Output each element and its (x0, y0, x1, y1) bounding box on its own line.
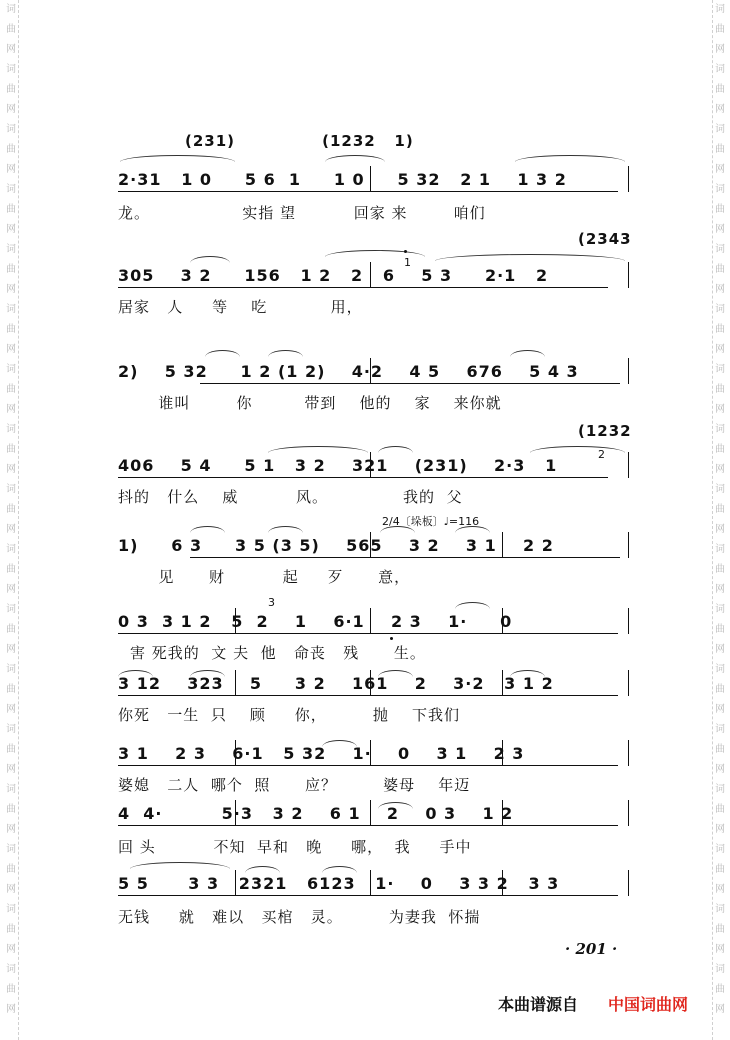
row-4-slur-c (530, 446, 625, 453)
row-4-barline (370, 452, 371, 478)
row-9-lyrics: 回 头 不知 早和 晚 哪， 我 手中 (118, 838, 472, 856)
row-1-barline (370, 166, 371, 192)
row-6-slur (455, 602, 490, 609)
source-label: 本曲谱源自 (498, 995, 579, 1014)
row-6-end-barline (628, 608, 629, 634)
row-5-slur-c (380, 526, 415, 533)
row-1-slur-c (515, 155, 625, 162)
row-10-barline-b (370, 870, 371, 896)
row-5-notes: 1) 6 3 3 5 (3 5) 565 3 2 3 1 2 2 (118, 536, 554, 555)
row-1-beam (118, 191, 618, 192)
row-2-high-dot (404, 250, 407, 253)
row-8-beam (118, 765, 618, 766)
row-2-lyrics: 居家 人 等 吃 用， (118, 298, 363, 316)
tempo-marking: 2/4〔垛板〕♩=116 (382, 515, 480, 528)
row-10-slur-c (322, 866, 357, 873)
row-5-slur (190, 526, 225, 533)
row-8-end-barline (628, 740, 629, 766)
row-8-lyrics: 婆媳 二人 哪个 照 应？ 婆母 年迈 (118, 776, 471, 794)
row-9-barline-c (502, 800, 503, 826)
row-3-slur (205, 350, 240, 357)
row-4-slur-b (378, 446, 413, 453)
row-5-barline-b (502, 532, 503, 558)
row-3-slur-b (268, 350, 303, 357)
row-2-grace: 1 (404, 256, 411, 269)
row-1-lyrics: 龙。 实指 望 回家 来 咱们 (118, 204, 486, 222)
row-4-lyrics: 抖的 什么 威 风。 我的 父 (118, 488, 463, 506)
row-9-beam (118, 825, 618, 826)
row-2-notes: 305 3 2 156 1 2 2 6 5 3 2·1 2 (118, 266, 549, 285)
row-4-beam (118, 477, 608, 478)
row-5-slur-b (268, 526, 303, 533)
row-6-barline-c (502, 608, 503, 634)
row-3-barline (370, 358, 371, 384)
row-1-notes: 2·31 1 0 5 6 1 1 0 5 32 2 1 1 3 2 (118, 170, 567, 189)
row-7-lyrics: 你死 一生 只 顾 你， 抛 下我们 (118, 706, 460, 724)
page-number: · 201 · (565, 940, 618, 958)
row-9-notes: 4 4· 5·3 3 2 6 1 2 0 3 1 2 (118, 804, 514, 823)
row-7-barline (235, 670, 236, 696)
row-10-slur-b (245, 866, 280, 873)
row-9-barline (235, 800, 236, 826)
row-2-barline (370, 262, 371, 288)
row-4-slur (268, 446, 368, 453)
row-10-barline-c (502, 870, 503, 896)
row-7-barline-b (370, 670, 371, 696)
row-2-parenthetical: (2343 (578, 230, 632, 248)
row-6-lyrics: 害 死我的 文 夫 他 命丧 残 生。 (130, 644, 426, 662)
row-2-slur (190, 256, 230, 263)
row-3-slur-c (510, 350, 545, 357)
row-4-end-barline (628, 452, 629, 478)
row-3-end-barline (628, 358, 629, 384)
row-2-slur-c (435, 254, 625, 261)
row-7-beam (118, 695, 618, 696)
row-5-barline (370, 532, 371, 558)
row-7-barline-c (502, 670, 503, 696)
row-1-slur-b (325, 155, 385, 162)
row-5-slur-d (455, 526, 490, 533)
row-10-notes: 5 5 3 3 2321 6123 1· 0 3 3 2 3 3 (118, 874, 560, 893)
row-8-notes: 3 1 2 3 6·1 5 32 1· 0 3 1 2 3 (118, 744, 525, 763)
row-10-lyrics: 无钱 就 难以 买棺 灵。 为妻我 怀揣 (118, 908, 481, 926)
row-4-notes: 406 5 4 5 1 3 2 321 (231) 2·3 1 (118, 456, 558, 475)
source-site-link[interactable]: 中国词曲网 (608, 995, 689, 1014)
row-6-low-dot (390, 637, 393, 640)
row-10-end-barline (628, 870, 629, 896)
row-9-end-barline (628, 800, 629, 826)
row-2-beam (118, 287, 608, 288)
row-4-parenthetical: (1232 (578, 422, 632, 440)
row-3-notes: 2) 5 32 1 2 (1 2) 4·2 4 5 676 5 4 3 (118, 362, 579, 381)
row-6-barline (235, 608, 236, 634)
row-5-end-barline (628, 532, 629, 558)
row-2-end-barline (628, 262, 629, 288)
row-4-grace: 2 (598, 448, 605, 461)
row-3-beam (200, 383, 620, 384)
row-8-barline-b (370, 740, 371, 766)
row-6-beam (118, 633, 618, 634)
row-7-notes: 3 12 323 5 3 2 161 2 3·2 3 1 2 (118, 674, 554, 693)
right-watermark-strip: 词 曲 网 词 曲 网 词 曲 网 词 曲 网 词 曲 网 词 曲 网 词 曲 网 词 曲 网 词 曲 网 词 曲 网 词 曲 网 词 曲 网 词 曲 网 词 曲 网 词 曲 网 词 曲 网 词 曲 网 (712, 0, 727, 1040)
row-3-lyrics: 谁叫 你 带到 他的 家 来你就 (118, 394, 502, 412)
row-6-barline-b (370, 608, 371, 634)
row-10-barline (235, 870, 236, 896)
row-5-lyrics: 见 财 起 歹 意， (118, 568, 411, 586)
row-7-end-barline (628, 670, 629, 696)
row-1-parenthetical: (231) (1232 1) (185, 132, 414, 150)
row-6-notes: 0 3 3 1 2 5 2 1 6·1 2 3 1· 0 (118, 612, 513, 631)
row-5-beam (190, 557, 620, 558)
row-8-barline-c (502, 740, 503, 766)
row-10-slur (130, 862, 230, 869)
row-10-beam (118, 895, 618, 896)
row-1-end-barline (628, 166, 629, 192)
row-1-slur (120, 155, 235, 162)
row-6-grace: 3 (268, 596, 275, 609)
row-8-barline (235, 740, 236, 766)
row-9-barline-b (370, 800, 371, 826)
left-watermark-strip: 词 曲 网 词 曲 网 词 曲 网 词 曲 网 词 曲 网 词 曲 网 词 曲 网 词 曲 网 词 曲 网 词 曲 网 词 曲 网 词 曲 网 词 曲 网 词 曲 网 词 曲 网 词 曲 网 词 曲 网 (4, 0, 19, 1040)
